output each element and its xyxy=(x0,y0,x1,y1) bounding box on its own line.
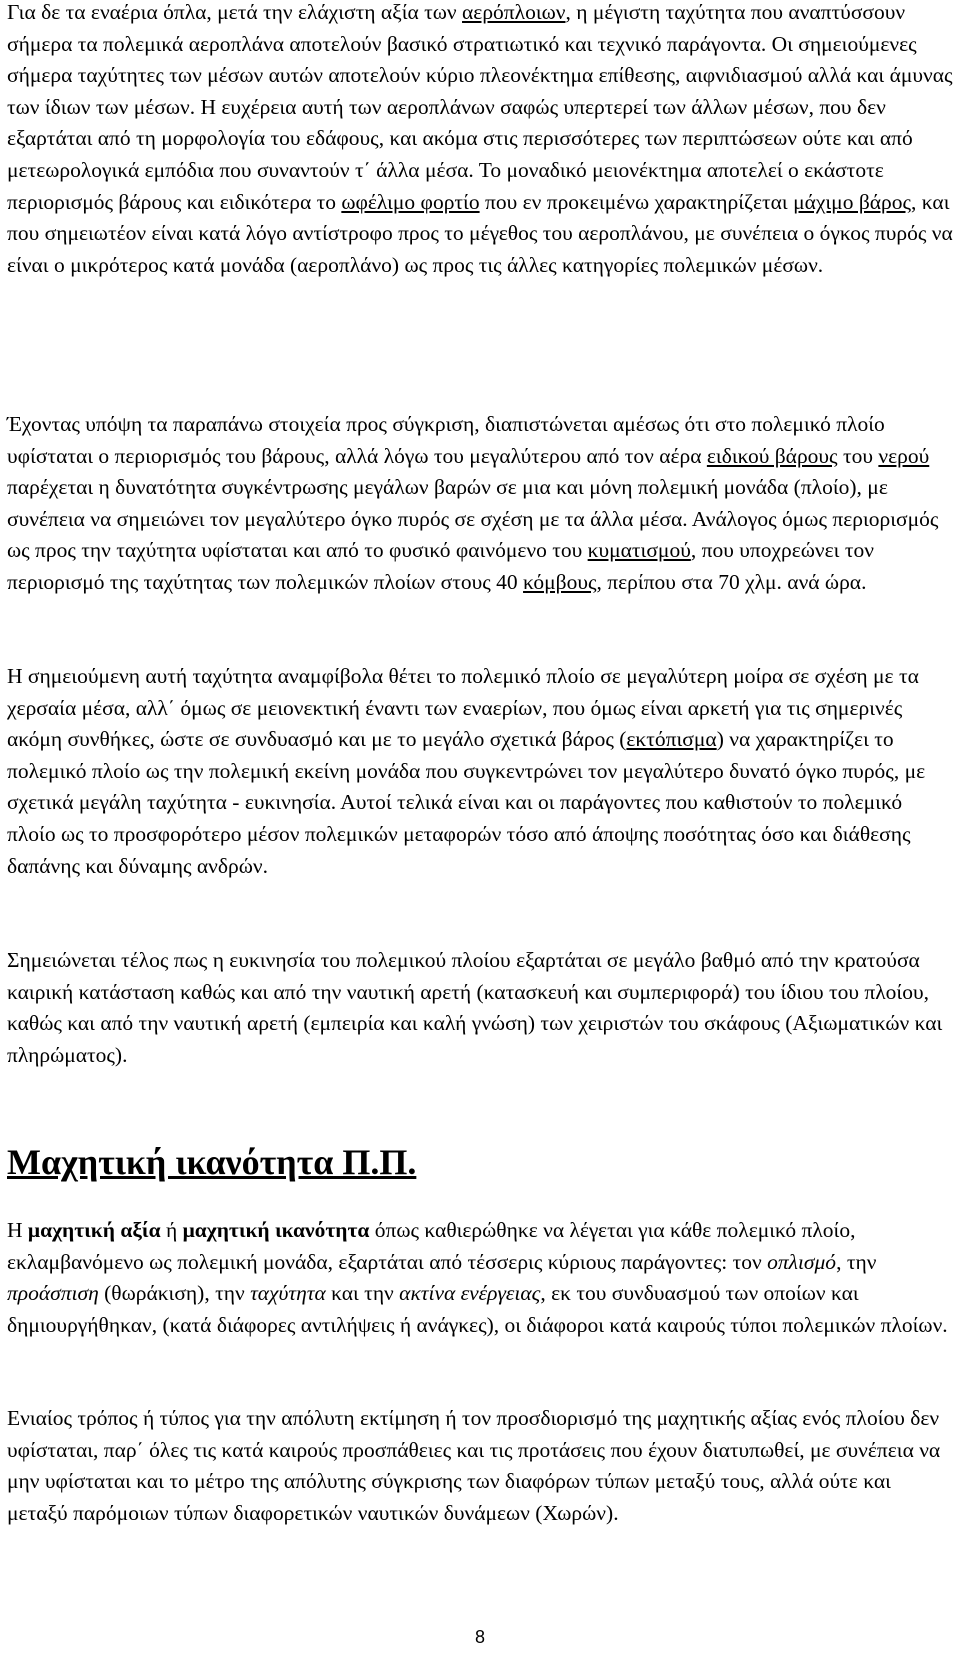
text: Η xyxy=(7,1218,28,1242)
text: ή xyxy=(160,1218,183,1242)
text: Έχοντας υπόψη τα παραπάνω στοιχεία προς σύγκριση, διαπιστώνεται αμέσως ότι στο πολεμικό πλοίο υφίσταται ο περιορισμός του βάρους, αλλά λόγω του μεγαλύτερου από τον αέρα xyxy=(7,412,885,468)
section-heading: Μαχητική ικανότητα Π.Π. xyxy=(7,1142,417,1182)
text: που εν προκειμένω χαρακτηρίζεται xyxy=(479,189,794,214)
italic-term: οπλισμό xyxy=(767,1249,837,1274)
italic-term: προάσπιση xyxy=(7,1281,99,1306)
paragraph-combat-value xyxy=(7,1215,953,1341)
text: και την xyxy=(325,1281,400,1306)
bold-term: μαχητική αξία xyxy=(27,1218,161,1242)
paragraph-speed-position xyxy=(7,661,953,882)
text: , η μέγιστη ταχύτητα που αναπτύσσουν σήμερα τα πολεμικά αεροπλάνα αποτελούν βασικό στρατιωτικό και τεχνικό παράγοντα. Οι σημειούμενες σήμερα ταχύτητες των μέσων αυτών αποτελούν κύριο πλεονέκτημα επίθεσης, αιφνιδιασμού αλλά και άμυνας των ίδιων των μέσων. Η ευχέρεια αυτή των αεροπλάνων σαφώς υπερτερεί των άλλων μέσων, που δεν εξαρτάται από τη μορφολογία του εδάφους, και ακόμα στις περισσότερες των περιπτώσεων ούτε και από μετεωρολογικά εμπόδια που συναντούν τ΄ άλλα μέσα. Το μοναδικό μειονέκτημα αποτελεί ο εκάστοτε περιορισμός βάρους και ειδικότερα το xyxy=(7,0,953,214)
link-displacement[interactable]: εκτόπισμα xyxy=(626,727,717,752)
text: , και που σημειωτέον είναι κατά λόγο αντίστροφο προς το μέγεθος του αεροπλάνου, με συνέπεια ο όγκος πυρός να είναι ο μικρότερος κατά μονάδα (αεροπλάνο) ως προς τις άλλες κατηγορίες πολεμικών μέσων. xyxy=(7,189,953,277)
text: παρέχεται η δυνατότητα συγκέντρωσης μεγάλων βαρών σε μια και μόνη πολεμική μονάδα (πλοίο), με συνέπεια να σημειώνει τον μεγαλύτερο όγκο πυρός σε σχέση με τα άλλα μέσα. Ανάλογος όμως περιορισμός ως προς την ταχύτητα υφίσταται και από το φυσικό φαινόμενο του xyxy=(7,475,939,563)
paragraph-aircraft-speed xyxy=(7,0,953,281)
link-airships[interactable]: αερόπλοιων xyxy=(462,0,566,24)
link-payload[interactable]: ωφέλιμο φορτίο xyxy=(341,189,480,214)
text: (θωράκιση), την xyxy=(98,1281,251,1306)
text: Η σημειούμενη αυτή ταχύτητα αναμφίβολα θέτει το πολεμικό πλοίο σε μεγαλύτερη μοίρα σε σχέση με τα χερσαία μέσα, αλλ΄ όμως σε μειονεκτική έναντι των εναερίων, που όμως είναι αρκετή για τις σημερινές ακόμη συνθήκες, ώστε σε συνδυασμό και με το μεγάλο σχετικά βάρος ( xyxy=(7,664,919,752)
text: Για δε τα εναέρια όπλα, μετά την ελάχιστη αξία των xyxy=(7,0,463,24)
italic-term: ακτίνα ενέργειας xyxy=(399,1281,541,1306)
text: , την xyxy=(836,1249,877,1274)
link-knots[interactable]: κόμβους xyxy=(523,569,597,594)
text: , που υποχρεώνει τον περιορισμό της ταχύτητας των πολεμικών πλοίων στους 40 xyxy=(7,538,874,594)
link-waves[interactable]: κυματισμού xyxy=(587,538,691,563)
text: του xyxy=(837,443,879,468)
paragraph-ship-weight xyxy=(7,409,953,599)
page-number: 8 xyxy=(474,1627,485,1647)
bold-term: μαχητική ικανότητα xyxy=(182,1218,370,1242)
text: ) να χαρακτηρίζει το πολεμικό πλοίο ως την πολεμική εκείνη μονάδα που συγκεντρώνει τον μεγαλύτερο δυνατό όγκο πυρός, με σχετικά μεγάλη ταχύτητα - ευκινησία. Αυτοί τελικά είναι και οι παράγοντες που καθιστούν το πολεμικό πλοίο ως το προσφορότερο μέσον πολεμικών μεταφορών τόσο από άποψης ποσότητας όσο και διάθεσης δαπάνης και δύναμης ανδρών. xyxy=(7,727,926,878)
paragraph-maneuverability: Σημειώνεται τέλος πως η ευκινησία του πολεμικού πλοίου εξαρτάται σε μεγάλο βαθμό από την κρατούσα καιρική κατάσταση καθώς και από την ναυτική αρετή (κατασκευή και συμπεριφορά) του ίδιου του πλοίου, καθώς και από την ναυτική αρετή (εμπειρία και καλή γνώση) των χειριστών του σκάφους (Αξιωματικών και πληρώματος). xyxy=(7,948,943,1067)
text: , περίπου στα 70 χλμ. ανά ώρα. xyxy=(596,569,867,594)
link-combat-weight[interactable]: μάχιμο βάρος xyxy=(793,189,912,214)
text: όπως καθιερώθηκε να λέγεται για κάθε πολεμικό πλοίο, εκλαμβανόμενο ως πολεμική μονάδα, εξαρτάται από τέσσερις κύριους παράγοντες: τον xyxy=(7,1218,856,1274)
link-specific-gravity[interactable]: ειδικού βάρους xyxy=(706,443,838,468)
paragraph-evaluation: Ενιαίος τρόπος ή τύπος για την απόλυτη εκτίμηση ή τον προσδιορισμό της μαχητικής αξίας ενός πλοίου δεν υφίσταται, παρ΄ όλες τις κατά καιρούς προσπάθειες και τις προτάσεις που έχουν διατυπωθεί, με συνέπεια να μην υφίσταται και το μέτρο της απόλυτης σύγκρισης των διαφόρων τύπων μεταξύ τους, αλλά ούτε και μεταξύ παρόμοιων τύπων διαφορετικών ναυτικών δυνάμεων (Χωρών). xyxy=(7,1406,941,1525)
italic-term: ταχύτητα xyxy=(250,1281,326,1306)
link-water[interactable]: νερού xyxy=(878,443,930,468)
text: , εκ του συνδυασμού των οποίων και δημιουργήθηκαν, (κατά διάφορες αντιλήψεις ή ανάγκες), οι διάφοροι κατά καιρούς τύποι πολεμικών πλοίων. xyxy=(7,1281,948,1337)
